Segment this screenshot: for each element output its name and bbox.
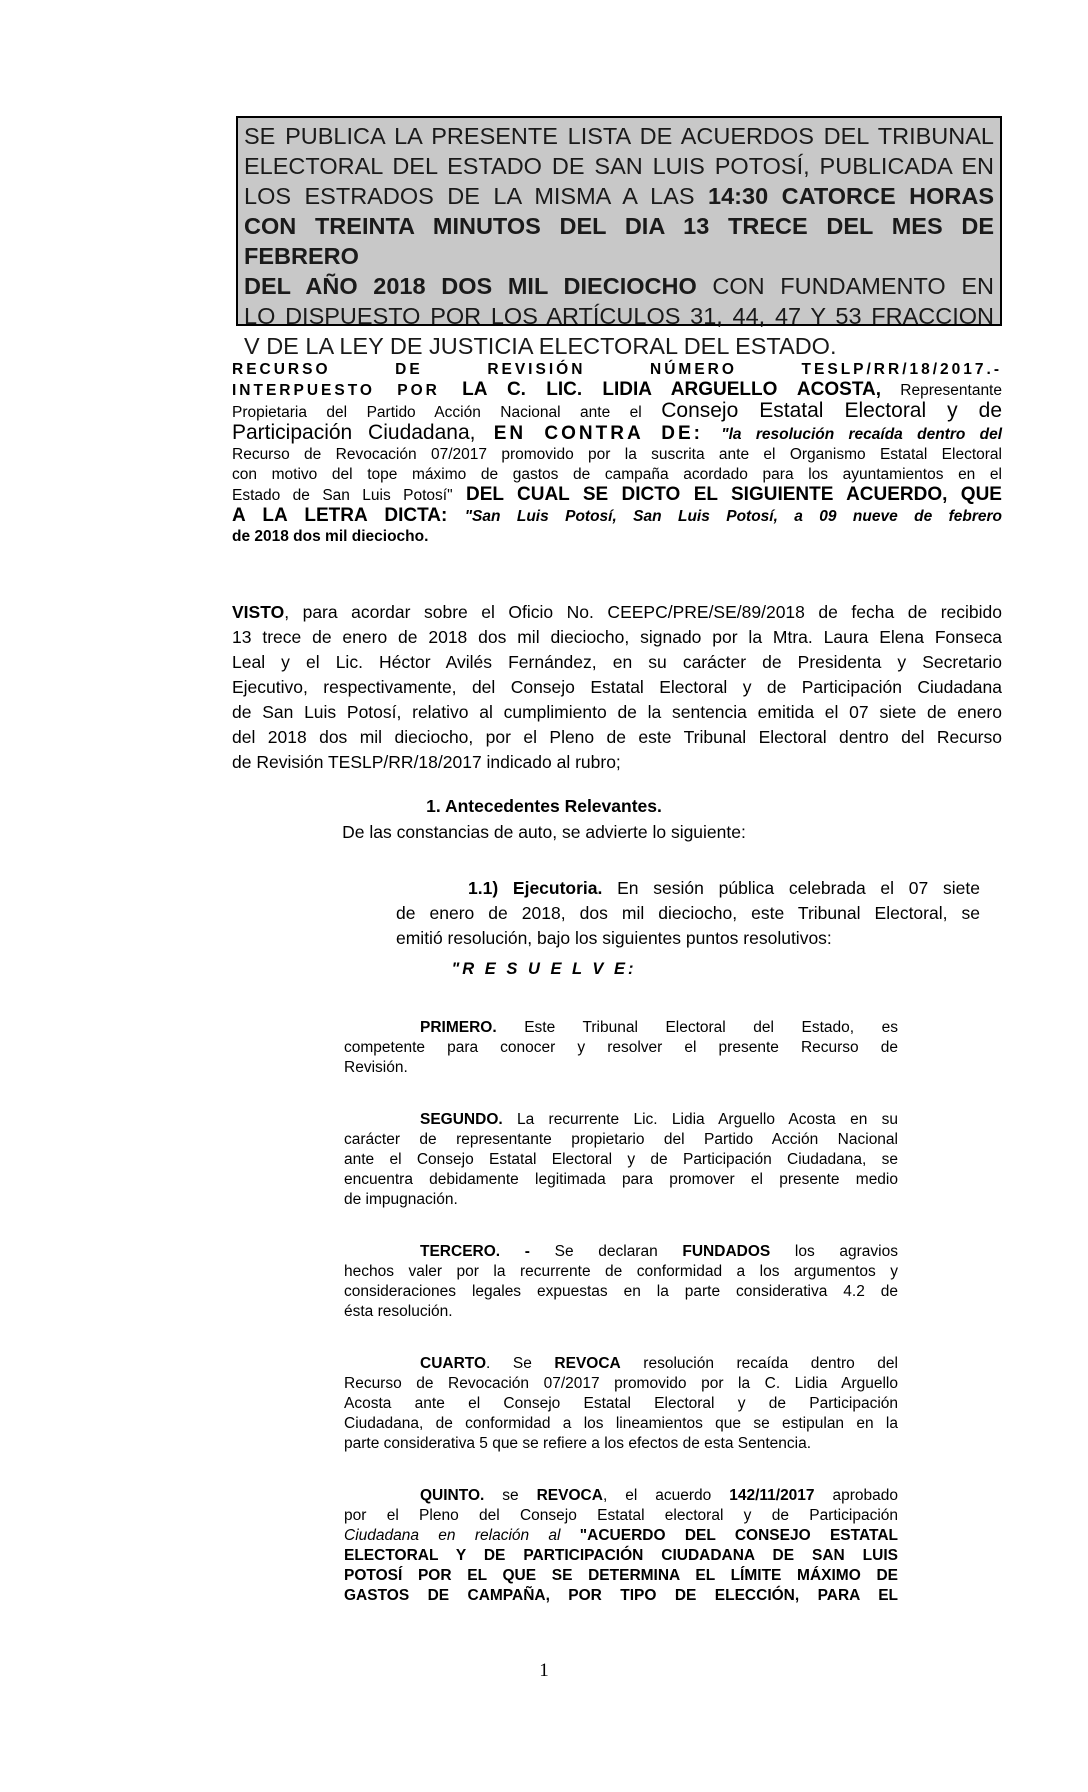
quinto-line: Ciudadana en relación al "ACUERDO DEL CONSEJO ESTATAL: [344, 1527, 898, 1544]
ejecutoria-line: emitió resolución, bajo los siguientes puntos resolutivos:: [396, 928, 832, 948]
caption-line: de 2018 dos mil dieciocho.: [232, 528, 429, 545]
quinto-line: POTOSÍ POR EL QUE SE DETERMINA EL LÍMITE MÁXIMO DE: [344, 1567, 898, 1584]
caption-line: con motivo del tope máximo de gastos de campaña acordado para los ayuntamientos en el: [232, 466, 1002, 483]
cuarto-line: CUARTO. Se REVOCA resolución recaída dentro del: [420, 1355, 898, 1372]
visto-line: del 2018 dos mil dieciocho, por el Pleno de este Tribunal Electoral dentro del Recurso: [232, 727, 1002, 747]
caption-line: Recurso de Revocación 07/2017 promovido por la suscrita ante el Organismo Estatal Electoral: [232, 446, 1002, 463]
antecedentes-heading: 1. Antecedentes Relevantes.: [426, 796, 662, 816]
resolutivo-tercero: [344, 1242, 898, 1322]
quinto-line: por el Pleno del Consejo Estatal electoral y de Participación: [344, 1507, 898, 1524]
visto-line: 13 trece de enero de 2018 dos mil dieciocho, signado por la Mtra. Laura Elena Fonseca: [232, 627, 1002, 647]
tercero-line: TERCERO. - Se declaran FUNDADOS los agravios: [420, 1243, 898, 1260]
visto-paragraph: [232, 600, 1002, 775]
cuarto-line: Ciudadana, de conformidad a los lineamientos que se estipulan en la: [344, 1415, 898, 1432]
resolutivo-cuarto: [344, 1354, 898, 1454]
caption-line: INTERPUESTO POR LA C. LIC. LIDIA ARGUELLO ACOSTA, Representante: [232, 379, 1002, 400]
case-number: RECURSO DE REVISIÓN NÚMERO TESLP/RR/18/2017.-: [232, 361, 1002, 378]
resolutivo-segundo: [344, 1110, 898, 1210]
notice-line: DEL AÑO 2018 DOS MIL DIECIOCHO CON FUNDAMENTO EN: [244, 273, 995, 299]
visto-line: VISTO, para acordar sobre el Oficio No. CEEPC/PRE/SE/89/2018 de fecha de recibido: [232, 602, 1002, 622]
notice-line: CON TREINTA MINUTOS DEL DIA 13 TRECE DEL MES DE FEBRERO: [244, 213, 994, 269]
caption-line: Propietaria del Partido Acción Nacional ante el Consejo Estatal Electoral y de: [232, 399, 1002, 422]
cuarto-line: Recurso de Revocación 07/2017 promovido por la C. Lidia Arguello: [344, 1375, 898, 1392]
tercero-line: consideraciones legales expuestas en la parte considerativa 4.2 de: [344, 1283, 898, 1300]
appellant-name: LA C. LIC. LIDIA ARGUELLO ACOSTA,: [462, 379, 882, 400]
primero-line: competente para conocer y resolver el presente Recurso de: [344, 1039, 898, 1056]
quinto-line: QUINTO. se REVOCA, el acuerdo 142/11/2017 aprobado: [420, 1487, 899, 1504]
cuarto-line: parte considerativa 5 que se refiere a los efectos de esta Sentencia.: [344, 1435, 812, 1452]
notice-line: SE PUBLICA LA PRESENTE LISTA DE ACUERDOS DEL TRIBUNAL: [244, 123, 994, 149]
publication-notice-box: [236, 116, 1002, 359]
visto-line: de San Luis Potosí, relativo al cumplimiento de la sentencia emitida el 07 siete de enero: [232, 702, 1002, 722]
visto-line: Leal y el Lic. Héctor Avilés Fernández, en su carácter de Presidenta y Secretario: [232, 652, 1002, 672]
notice-line: ELECTORAL DEL ESTADO DE SAN LUIS POTOSÍ, PUBLICADA EN: [244, 153, 994, 179]
caption-line: [232, 360, 1002, 380]
notice-line: V DE LA LEY DE JUSTICIA ELECTORAL DEL ESTADO.: [244, 333, 837, 359]
segundo-line: SEGUNDO. La recurrente Lic. Lidia Arguello Acosta en su: [420, 1111, 898, 1128]
ejecutoria-line: de enero de 2018, dos mil dieciocho, este Tribunal Electoral, se: [396, 903, 980, 923]
resolutivo-primero: [344, 1018, 898, 1078]
caption-line: A LA LETRA DICTA: "San Luis Potosí, San Luis Potosí, a 09 nueve de febrero: [232, 505, 1003, 526]
notice-line: LOS ESTRADOS DE LA MISMA A LAS 14:30 CATORCE HORAS: [244, 183, 994, 209]
ejecutoria-paragraph: [396, 876, 980, 951]
visto-line: Ejecutivo, respectivamente, del Consejo Estatal Electoral y de Participación Ciudadana: [232, 677, 1002, 697]
quinto-line: ELECTORAL Y DE PARTICIPACIÓN CIUDADANA DE SAN LUIS: [344, 1547, 898, 1564]
resuelve-heading: "R E S U E L V E:: [451, 960, 637, 978]
page-number: 1: [539, 1660, 549, 1681]
tercero-line: hechos valer por la recurrente de conformidad a los argumentos y: [344, 1263, 898, 1280]
case-caption: [232, 360, 1002, 547]
segundo-line: carácter de representante propietario del Partido Acción Nacional: [344, 1131, 898, 1148]
ejecutoria-line: 1.1) Ejecutoria. En sesión pública celebrada el 07 siete: [468, 878, 980, 898]
antecedentes-intro: De las constancias de auto, se advierte lo siguiente:: [342, 822, 746, 842]
notice-line: LO DISPUESTO POR LOS ARTÍCULOS 31, 44, 47 Y 53 FRACCION: [244, 303, 994, 329]
primero-line: PRIMERO. Este Tribunal Electoral del Estado, es: [420, 1019, 898, 1036]
resolutivo-quinto: [344, 1486, 898, 1606]
primero-line: Revisión.: [344, 1059, 408, 1076]
caption-line: Participación Ciudadana, EN CONTRA DE: "la resolución recaída dentro del: [232, 421, 1003, 444]
quinto-line: GASTOS DE CAMPAÑA, POR TIPO DE ELECCIÓN, PARA EL: [344, 1587, 898, 1604]
notice-year: DEL AÑO 2018 DOS MIL DIECIOCHO: [244, 273, 697, 299]
segundo-line: ante el Consejo Estatal Electoral y de Participación Ciudadana, se: [344, 1151, 898, 1168]
caption-line: Estado de San Luis Potosí" DEL CUAL SE DICTO EL SIGUIENTE ACUERDO, QUE: [232, 484, 1002, 505]
segundo-line: de impugnación.: [344, 1191, 458, 1208]
segundo-line: encuentra debidamente legitimada para promover el presente medio: [344, 1171, 898, 1188]
cuarto-line: Acosta ante el Consejo Estatal Electoral y de Participación: [344, 1395, 898, 1412]
notice-time: 14:30 CATORCE HORAS: [708, 183, 994, 209]
tercero-line: ésta resolución.: [344, 1303, 453, 1320]
visto-line: de Revisión TESLP/RR/18/2017 indicado al rubro;: [232, 752, 621, 772]
